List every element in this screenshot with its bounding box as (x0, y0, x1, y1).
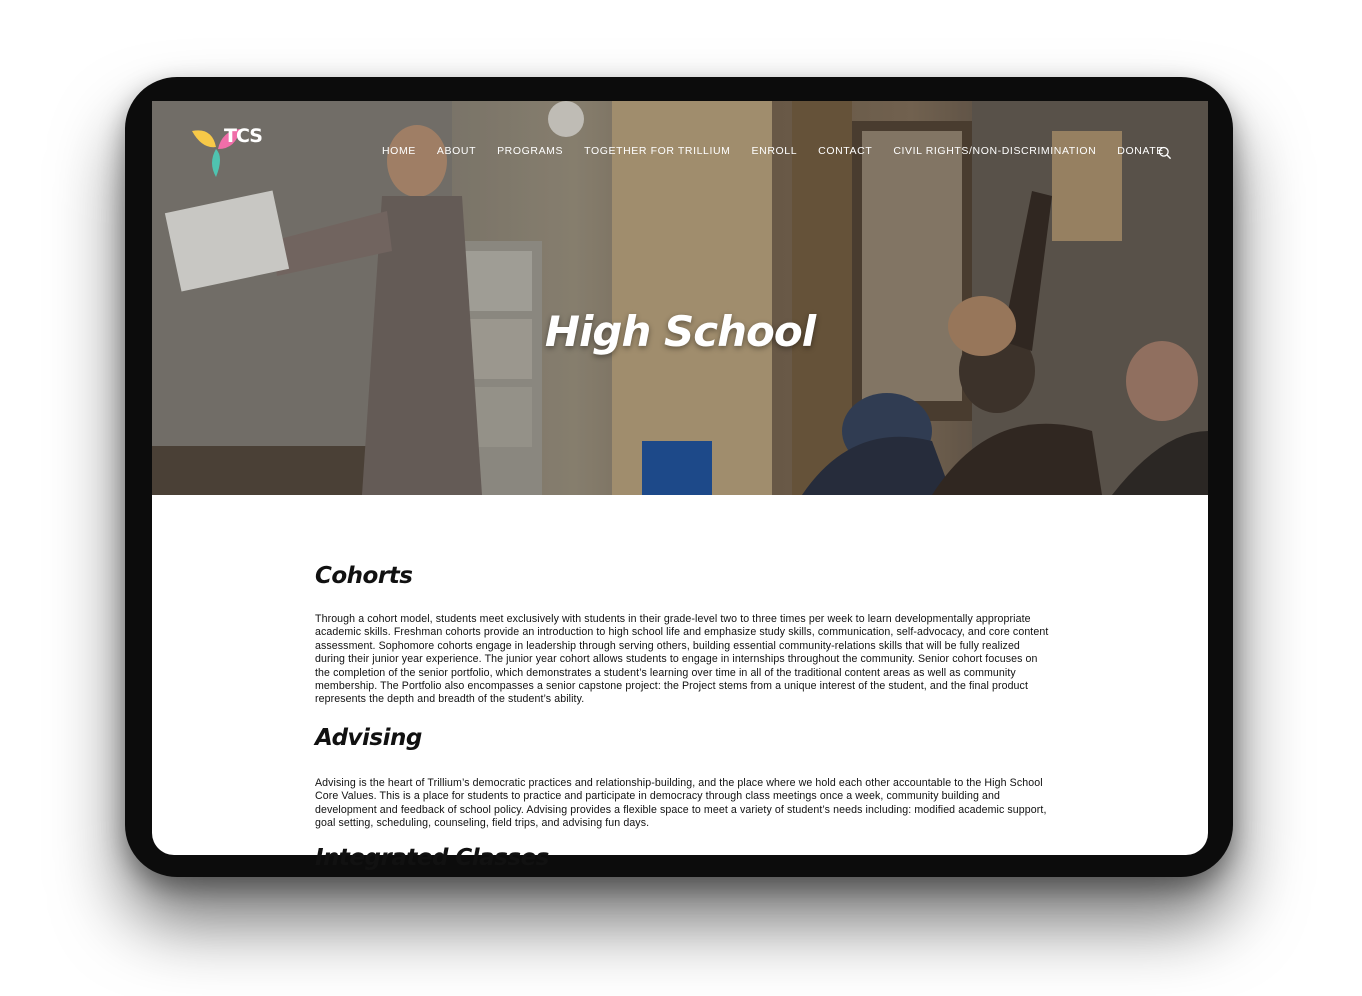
section-heading-integrated-classes: Integrated Classes (315, 845, 549, 871)
search-icon[interactable] (1158, 146, 1172, 160)
main-nav (382, 145, 1185, 161)
section-body-advising: Advising is the heart of Trillium’s democratic practices and relationship-building, and the place where we hold each other accountable to the High School Core Values. This is a place for students to practice and participate in democracy through class meetings once a week, community building and development and feedback of school policy. Advising provides a flexible space to meet a variety of student’s needs including: modified academic support, goal setting, scheduling, counseling, field trips, and advising fun days. (315, 777, 1047, 830)
nav-donate[interactable]: DONATE (1117, 145, 1164, 157)
nav-programs[interactable]: PROGRAMS (497, 145, 564, 157)
section-heading-cohorts: Cohorts (315, 563, 413, 589)
page-title: High School (544, 307, 816, 356)
section-heading-advising: Advising (315, 725, 422, 751)
nav-enroll[interactable]: ENROLL (751, 145, 798, 157)
section-body-cohorts: Through a cohort model, students meet exclusively with students in their grade-level two to three times per week to learn developmentally appropriate academic skills. Freshman cohorts provide an introduction to high school life and emphasize study skills, communication, self-advocacy, and core content assessment. Sophomore cohorts engage in leadership through serving others, building essential community-relations skills that will be fully realized during their junior year experience. The junior year cohort allows students to engage in internships throughout the community. Senior cohort focuses on the completion of the senior portfolio, which demonstrates a student’s learning over time in all of the traditional content areas as well as community membership. The Portfolio also encompasses a senior capstone project: the Project stems from a unique interest of the student, and the final product represents the depth and breadth of the student’s ability. (315, 613, 1049, 706)
nav-together-for-trillium[interactable]: TOGETHER FOR TRILLIUM (584, 145, 731, 157)
screen (152, 101, 1208, 871)
logo-text[interactable]: TCS (224, 125, 262, 147)
nav-home[interactable]: HOME (382, 145, 416, 157)
nav-contact[interactable]: CONTACT (818, 145, 873, 157)
nav-about[interactable]: ABOUT (436, 145, 477, 157)
hero-banner (152, 101, 1208, 495)
nav-civil-rights[interactable]: CIVIL RIGHTS/NON-DISCRIMINATION (893, 145, 1097, 157)
